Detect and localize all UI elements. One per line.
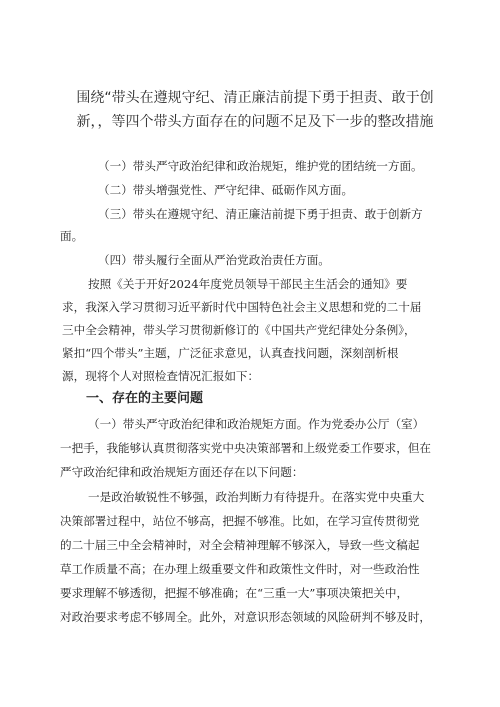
- document-title-line-2: 新，，等四个带头方面存在的问题不足及下一步的整改措施: [76, 114, 434, 130]
- paragraph-line: 的二十届三中全会精神时，对全会精神理解不够深入，导致一些文稿起: [60, 538, 420, 552]
- paragraph-line: 一是政治敏锐性不够强，政治判断力有待提升。在落实党中央重大: [88, 490, 425, 504]
- paragraph-line: 严守政治纪律和政治规矩方面还存在以下问题：: [60, 465, 304, 479]
- paragraph-line: 一把手，我能够认真贯彻落实党中央决策部署和上级党委工作要求，但在: [60, 441, 432, 455]
- section-heading: 一、存在的主要问题: [86, 391, 204, 406]
- paragraph-line: 紧扣“四个带头”主题，广泛征求意见，认真查找问题，深刻剖析根: [62, 346, 399, 360]
- paragraph-line: 对政治要求考虑不够周全。此外，对意识形态领域的风险研判不够及时，: [60, 610, 432, 624]
- paragraph-line: 求，我深入学习贯彻习近平新时代中国特色社会主义思想和党的二十届: [62, 300, 422, 314]
- list-item-3: （三）带头在遵规守纪、清正廉洁前提下勇于担责、敢于创新方: [98, 207, 423, 221]
- list-item-1: （一）带头严守政治纪律和政治规矩，维护党的团结统一方面。: [98, 159, 423, 173]
- list-item-3-cont: 面。: [60, 229, 84, 243]
- paragraph-line: 决策部署过程中，站位不够高，把握不够准。比如，在学习宣传贯彻党: [60, 514, 420, 528]
- paragraph-line: （一）带头严守政治纪律和政治规矩方面。作为党委办公厅（室）: [88, 417, 425, 431]
- paragraph-line: 源，现将个人对照检查情况汇报如下：: [62, 369, 260, 383]
- paragraph-line: 草工作质量不高；在办理上级重要文件和政策性文件时，对一些政治性: [60, 562, 420, 576]
- list-item-4: （四）带头履行全面从严治党政治责任方面。: [98, 253, 330, 267]
- list-item-2: （二）带头增强党性、严守纪律、砥砺作风方面。: [98, 183, 354, 197]
- paragraph-line: 三中全会精神，带头学习贯彻新修订的《中国共产党纪律处分条例》，: [62, 323, 416, 337]
- document-title-line-1: 围绕“带头在遵规守纪、清正廉洁前提下勇于担责、敢于创: [76, 90, 434, 106]
- paragraph-line: 要求理解不够透彻，把握不够准确；在“三重一大”事项决策把关中，: [60, 586, 409, 600]
- paragraph-line: 按照《关于开好2024年度党员领导干部民主生活会的通知》要: [88, 277, 408, 291]
